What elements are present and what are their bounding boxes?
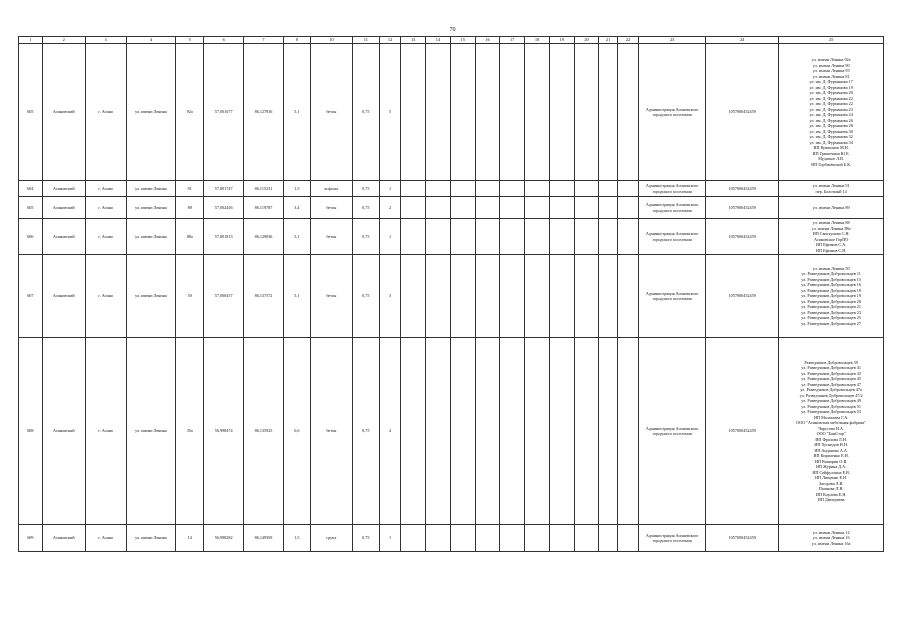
served-address: ИП Кувшинов М.Н. <box>813 145 849 150</box>
table-cell: Асиновский <box>42 255 85 338</box>
column-number: 7 <box>244 37 284 44</box>
table-cell <box>549 197 574 219</box>
table-cell: 57,001677 <box>204 44 244 181</box>
table-cell <box>475 197 500 219</box>
table-cell: 86,129036 <box>244 219 284 255</box>
table-cell: 0,75 <box>352 219 379 255</box>
table-cell <box>450 197 475 219</box>
table-cell <box>500 44 525 181</box>
table-cell: 86,149569 <box>244 525 284 552</box>
table-cell <box>574 525 599 552</box>
table-cell: бетон <box>310 44 352 181</box>
served-address: ул. им. Д. Фурманова 32 <box>809 134 853 139</box>
served-address: ул. им. Д. Фурманова 23 <box>809 106 853 112</box>
served-address: ул. им. Д. Фурманова 17 <box>809 79 853 84</box>
table-cell <box>525 219 550 255</box>
served-address: ИП Журина Д.А. <box>816 464 847 469</box>
served-address: ИП Ефимов С.Н. <box>816 247 847 253</box>
table-cell: 5,1 <box>283 255 310 338</box>
table-cell <box>401 181 426 197</box>
served-address: ул. имени Ленина 14 <box>812 529 850 535</box>
served-address: ул. им. Д. Фурманова 34 <box>809 139 853 145</box>
table-cell <box>500 197 525 219</box>
served-address: ул. Разведчиков Добровольцев 15 <box>801 276 861 282</box>
table-cell: ул. имени Ленина <box>126 197 176 219</box>
table-cell <box>617 44 639 181</box>
column-number: 10 <box>310 37 352 44</box>
column-number: 5 <box>176 37 204 44</box>
table-cell: 2 <box>379 197 401 219</box>
table-cell: бетон <box>310 197 352 219</box>
table-cell: Асиновский <box>42 181 85 197</box>
table-cell <box>401 525 426 552</box>
table-cell: 50 <box>176 255 204 338</box>
served-address: ул. имени Ленина 93 <box>812 68 850 73</box>
table-cell: 604 <box>19 181 43 197</box>
served-address: ул. Разведчиков Добровольцев 45 <box>801 376 861 381</box>
table-cell: 1057000452459 <box>706 255 779 338</box>
table-cell <box>617 219 639 255</box>
served-address: ул. имени Ленина 88а <box>811 225 851 231</box>
table-cell: 86,127816 <box>244 44 284 181</box>
table-cell: ул. имени Ленина <box>126 338 176 525</box>
table-cell <box>525 197 550 219</box>
table-cell: 56,998474 <box>204 338 244 525</box>
table-cell <box>599 255 617 338</box>
served-addresses-cell <box>779 197 884 219</box>
table-cell <box>574 181 599 197</box>
served-addresses-cell <box>779 181 884 197</box>
column-number: 16 <box>475 37 500 44</box>
table-cell: г. Асино <box>85 181 126 197</box>
table-cell: 57,001813 <box>204 219 244 255</box>
table-cell: 1 <box>379 219 401 255</box>
served-address: ИП Кириленко Е.Н. <box>813 453 849 458</box>
owner-cell: Администрация Асиновского городского поселения <box>639 197 706 219</box>
table-cell: Асиновский <box>42 219 85 255</box>
table-cell <box>574 197 599 219</box>
table-cell: Асиновский <box>42 338 85 525</box>
owner-cell: Администрация Асиновского городского поселения <box>639 44 706 181</box>
page-number: 70 <box>449 27 456 33</box>
served-address: Чарусова Н.А. <box>818 425 844 431</box>
owner-cell: Администрация Асиновского городского поселения <box>639 255 706 338</box>
served-address: ООО "Асиновская мебельная фабрика" <box>796 420 867 425</box>
table-cell <box>525 338 550 525</box>
table-cell: 57,000457 <box>204 255 244 338</box>
table-cell: 0,75 <box>352 44 379 181</box>
table-cell <box>617 255 639 338</box>
table-cell: 35а <box>176 338 204 525</box>
served-address: ул. Разведчиков Добровольцев 19 <box>801 293 861 299</box>
served-address: ул. им. Д. Фурманова 30 <box>809 128 853 134</box>
table-cell: 606 <box>19 219 43 255</box>
table-cell <box>401 219 426 255</box>
table-cell: 1,5 <box>283 181 310 197</box>
table-cell: 86,115231 <box>244 181 284 197</box>
table-cell: 1 <box>379 525 401 552</box>
table-cell: г. Асино <box>85 525 126 552</box>
table-cell: 0,75 <box>352 197 379 219</box>
served-address: ул. им. Д. Фурманова 20 <box>809 90 853 95</box>
header-row <box>19 37 884 44</box>
table-cell: 14 <box>176 525 204 552</box>
served-address: ул. Разведчиков Добровольцев 49 <box>801 398 861 403</box>
table-cell <box>475 338 500 525</box>
table-cell: г. Асино <box>85 44 126 181</box>
table-cell: 3 <box>379 255 401 338</box>
table-cell <box>500 219 525 255</box>
served-address: Пашкова Л.Н. <box>818 486 844 491</box>
table-cell <box>525 44 550 181</box>
table-cell <box>599 197 617 219</box>
table-cell: 3,4 <box>283 197 310 219</box>
served-address: ул. Разведчиков Добровольцев 27 <box>801 320 861 326</box>
served-address: ул. Разведчиков Добровольцев 23 <box>801 309 861 315</box>
table-cell <box>450 44 475 181</box>
table-cell: бетон <box>310 219 352 255</box>
table-cell: ул. имени Ленина <box>126 525 176 552</box>
table-cell <box>549 255 574 338</box>
served-address: ул. Разведчиков Добровольцев 47/2 <box>799 392 863 398</box>
table-row <box>19 197 884 219</box>
served-address: пер. Болотный 14 <box>815 188 847 194</box>
table-cell <box>525 255 550 338</box>
table-cell <box>574 255 599 338</box>
table-cell: ул. имени Ленина <box>126 219 176 255</box>
served-address: ИП Анданова А.А. <box>814 447 848 453</box>
served-address: ул. имени Ленина 90 <box>812 62 850 68</box>
owner-cell: Администрация Асиновского городского поселения <box>639 181 706 197</box>
column-number: 8 <box>283 37 310 44</box>
owner-cell: Администрация Асиновского городского поселения <box>639 219 706 255</box>
table-cell <box>500 338 525 525</box>
table-cell <box>549 219 574 255</box>
table-cell <box>450 181 475 197</box>
served-address: ИП Вашарин О.В. <box>814 458 848 464</box>
table-cell <box>599 338 617 525</box>
served-addresses-cell <box>779 338 884 525</box>
served-address: ул. имени Ленина 50 <box>812 265 850 271</box>
served-address: ИП Ефимов С.А. <box>816 242 847 247</box>
column-number: 23 <box>639 37 706 44</box>
served-address: ул. Разведчиков Добровольцев 51 <box>801 403 861 409</box>
column-number: 4 <box>126 37 176 44</box>
served-address: ИП Дмитриева <box>817 497 845 502</box>
table-cell: 57,002456 <box>204 197 244 219</box>
table-row <box>19 338 884 525</box>
table-cell: г. Асино <box>85 338 126 525</box>
column-number: 13 <box>401 37 426 44</box>
table-cell: 0,75 <box>352 338 379 525</box>
table-cell <box>475 44 500 181</box>
table-cell: бетон <box>310 338 352 525</box>
table-cell: 88а <box>176 219 204 255</box>
table-row <box>19 181 884 197</box>
served-address: ул. им. Д. Фурманова 19 <box>809 84 853 90</box>
table-cell <box>475 525 500 552</box>
served-address: ул. имени Ленина 88 <box>812 220 850 225</box>
column-number: 19 <box>549 37 574 44</box>
table-cell <box>475 219 500 255</box>
served-address: Разведчиков Добровольцев 39 <box>804 359 858 365</box>
served-address: ул. Разведчиков Добровольцев 11 <box>801 271 861 277</box>
column-number: 21 <box>599 37 617 44</box>
table-cell <box>450 338 475 525</box>
table-cell: 6,6 <box>283 338 310 525</box>
table-cell <box>599 219 617 255</box>
table-cell: 4 <box>379 338 401 525</box>
table-cell <box>500 525 525 552</box>
table-cell: г. Асино <box>85 219 126 255</box>
served-address: ул. им. Д. Фурманова 26 <box>809 117 853 123</box>
served-address: Асиновское ГорПО <box>813 236 849 242</box>
table-cell <box>617 197 639 219</box>
served-address: ИП Свистунова С.Н. <box>812 231 850 236</box>
served-address: ул. им. Д. Фурманова 28 <box>809 123 853 128</box>
served-address: ул. Разведчиков Добровольцев 53 <box>801 409 861 414</box>
table-cell: Асиновский <box>42 197 85 219</box>
column-number: 3 <box>85 37 126 44</box>
table-cell: ул. имени Ленина <box>126 181 176 197</box>
table-cell: 605 <box>19 44 43 181</box>
table-cell <box>549 44 574 181</box>
table-cell: ул. имени Ленина <box>126 255 176 338</box>
served-address: ИП Лищенко Е.Н. <box>815 475 848 480</box>
table-cell: 607 <box>19 255 43 338</box>
served-address: ул. им. Д. Фурманова 24 <box>809 112 853 117</box>
table-cell: ул. имени Ленина <box>126 44 176 181</box>
table-cell <box>475 181 500 197</box>
table-cell <box>401 44 426 181</box>
table-cell: 1057000452459 <box>706 525 779 552</box>
table-cell: бетон <box>310 255 352 338</box>
served-address: ул. Разведчиков Добровольцев 20 <box>801 298 861 304</box>
served-address: ул. Разведчиков Добровольцев 25 <box>801 315 861 321</box>
served-address: ООО "БамСтар" <box>816 431 846 436</box>
served-address: ИП Фролова Л.Н. <box>815 436 847 442</box>
column-number: 17 <box>500 37 525 44</box>
table-cell: 86,119787 <box>244 197 284 219</box>
table-cell: 56,998282 <box>204 525 244 552</box>
table-cell: 1,5 <box>283 525 310 552</box>
owner-cell: Администрация Асиновского городского поселения <box>639 525 706 552</box>
served-address: ул. имени Ленина 16 <box>812 535 850 541</box>
served-address: ул. имени Ленина 89 <box>812 204 850 210</box>
served-addresses-cell <box>779 219 884 255</box>
served-address: ул. Разведчиков Добровольцев 21 <box>801 304 861 310</box>
table-cell: 1 <box>379 181 401 197</box>
served-address: ул. им. Д. Фурманова 22 <box>809 101 853 106</box>
table-cell <box>617 338 639 525</box>
served-address: ул. Разведчиков Добровольцев 18 <box>801 287 861 293</box>
served-address: ул. им. Д. Фурманова 22 <box>809 95 853 101</box>
column-number: 20 <box>574 37 599 44</box>
served-address: ИП Гришечкин Ю.Е. <box>812 150 850 156</box>
table-cell <box>500 181 525 197</box>
table-cell: 1057000452459 <box>706 197 779 219</box>
table-cell: 0,75 <box>352 255 379 338</box>
table-cell: 1057000452459 <box>706 338 779 525</box>
served-address: ИП Сейфуллина Е.В. <box>812 469 850 475</box>
served-address: ИП Горбачёвский Б.К. <box>811 161 852 167</box>
served-addresses-cell <box>779 525 884 552</box>
table-row <box>19 525 884 552</box>
table-cell <box>426 181 451 197</box>
table-cell: асфальт <box>310 181 352 197</box>
registry-table <box>18 36 884 552</box>
column-number: 14 <box>426 37 451 44</box>
table-cell: 92а <box>176 44 204 181</box>
table-cell: грунт <box>310 525 352 552</box>
column-number: 1 <box>19 37 43 44</box>
table-cell <box>401 338 426 525</box>
served-address: ул. имени Ленина 92а <box>811 57 851 62</box>
table-cell <box>426 525 451 552</box>
table-cell: г. Асино <box>85 255 126 338</box>
served-address: ул. Разведчиков Добровольцев 16 <box>801 282 861 288</box>
served-address: ул. Разведчиков Добровольцев 43 <box>801 370 861 376</box>
table-cell: 605 <box>19 197 43 219</box>
table-cell <box>549 525 574 552</box>
served-address: ул. имени Ленина 91 <box>812 183 850 188</box>
table-cell <box>426 197 451 219</box>
served-address: Мудаткое Л.В. <box>818 156 845 161</box>
table-cell <box>426 44 451 181</box>
table-cell <box>525 525 550 552</box>
table-cell <box>450 219 475 255</box>
table-cell: 5,1 <box>283 44 310 181</box>
table-cell: 1057000452459 <box>706 181 779 197</box>
table-cell <box>549 181 574 197</box>
column-number: 25 <box>779 37 884 44</box>
served-address: ул. Разведчиков Добровольцев 47а <box>800 387 862 392</box>
table-cell: г. Асино <box>85 197 126 219</box>
table-row <box>19 219 884 255</box>
table-cell <box>450 525 475 552</box>
table-cell: 5 <box>379 44 401 181</box>
table-cell <box>574 44 599 181</box>
column-number: 11 <box>352 37 379 44</box>
table-cell <box>426 255 451 338</box>
table-cell: 1057000452459 <box>706 44 779 181</box>
table-cell: 57,001747 <box>204 181 244 197</box>
served-address: ул. Разведчиков Добровольцев 41 <box>801 365 861 370</box>
served-address: ИП Корлова Е.Н. <box>815 491 847 497</box>
column-number: 6 <box>204 37 244 44</box>
served-addresses-cell <box>779 44 884 181</box>
column-number: 22 <box>617 37 639 44</box>
column-number: 12 <box>379 37 401 44</box>
table-cell <box>525 181 550 197</box>
table-cell: 0,75 <box>352 525 379 552</box>
table-cell: Асиновский <box>42 525 85 552</box>
table-cell: 86,135925 <box>244 338 284 525</box>
table-cell: 91 <box>176 181 204 197</box>
table-cell <box>574 219 599 255</box>
table-cell <box>599 181 617 197</box>
table-cell: 1057000452459 <box>706 219 779 255</box>
table-cell: 89 <box>176 197 204 219</box>
column-number: 18 <box>525 37 550 44</box>
table-cell: 0,75 <box>352 181 379 197</box>
table-cell: Асиновский <box>42 44 85 181</box>
table-cell <box>426 338 451 525</box>
column-number: 24 <box>706 37 779 44</box>
served-address: ул. имени Ленина 16а <box>811 540 851 546</box>
owner-cell: Администрация Асиновского городского поселения <box>639 338 706 525</box>
table-cell: 5,1 <box>283 219 310 255</box>
column-number: 15 <box>450 37 475 44</box>
table-cell <box>617 181 639 197</box>
table-cell <box>401 255 426 338</box>
table-cell <box>475 255 500 338</box>
served-addresses-cell <box>779 255 884 338</box>
table-cell <box>426 219 451 255</box>
table-cell <box>599 525 617 552</box>
table-cell <box>450 255 475 338</box>
table-row <box>19 44 884 181</box>
table-cell <box>599 44 617 181</box>
table-row <box>19 255 884 338</box>
served-address: Загорова Л.В. <box>818 480 844 486</box>
column-number: 2 <box>42 37 85 44</box>
table-cell <box>574 338 599 525</box>
table-cell <box>401 197 426 219</box>
served-address: ИП Малахаева Г.А. <box>813 414 849 420</box>
served-address: ул. Разведчиков Добровольцев 47 <box>801 381 861 387</box>
served-address: ул. имени Ленина 81 <box>812 73 850 79</box>
table-cell: 609 <box>19 525 43 552</box>
table-cell: 86,137572 <box>244 255 284 338</box>
table-cell: 608 <box>19 338 43 525</box>
table-cell <box>500 255 525 338</box>
table-cell <box>617 525 639 552</box>
served-address: ИП Хуснидов Н.Н. <box>814 442 848 447</box>
table-cell <box>549 338 574 525</box>
